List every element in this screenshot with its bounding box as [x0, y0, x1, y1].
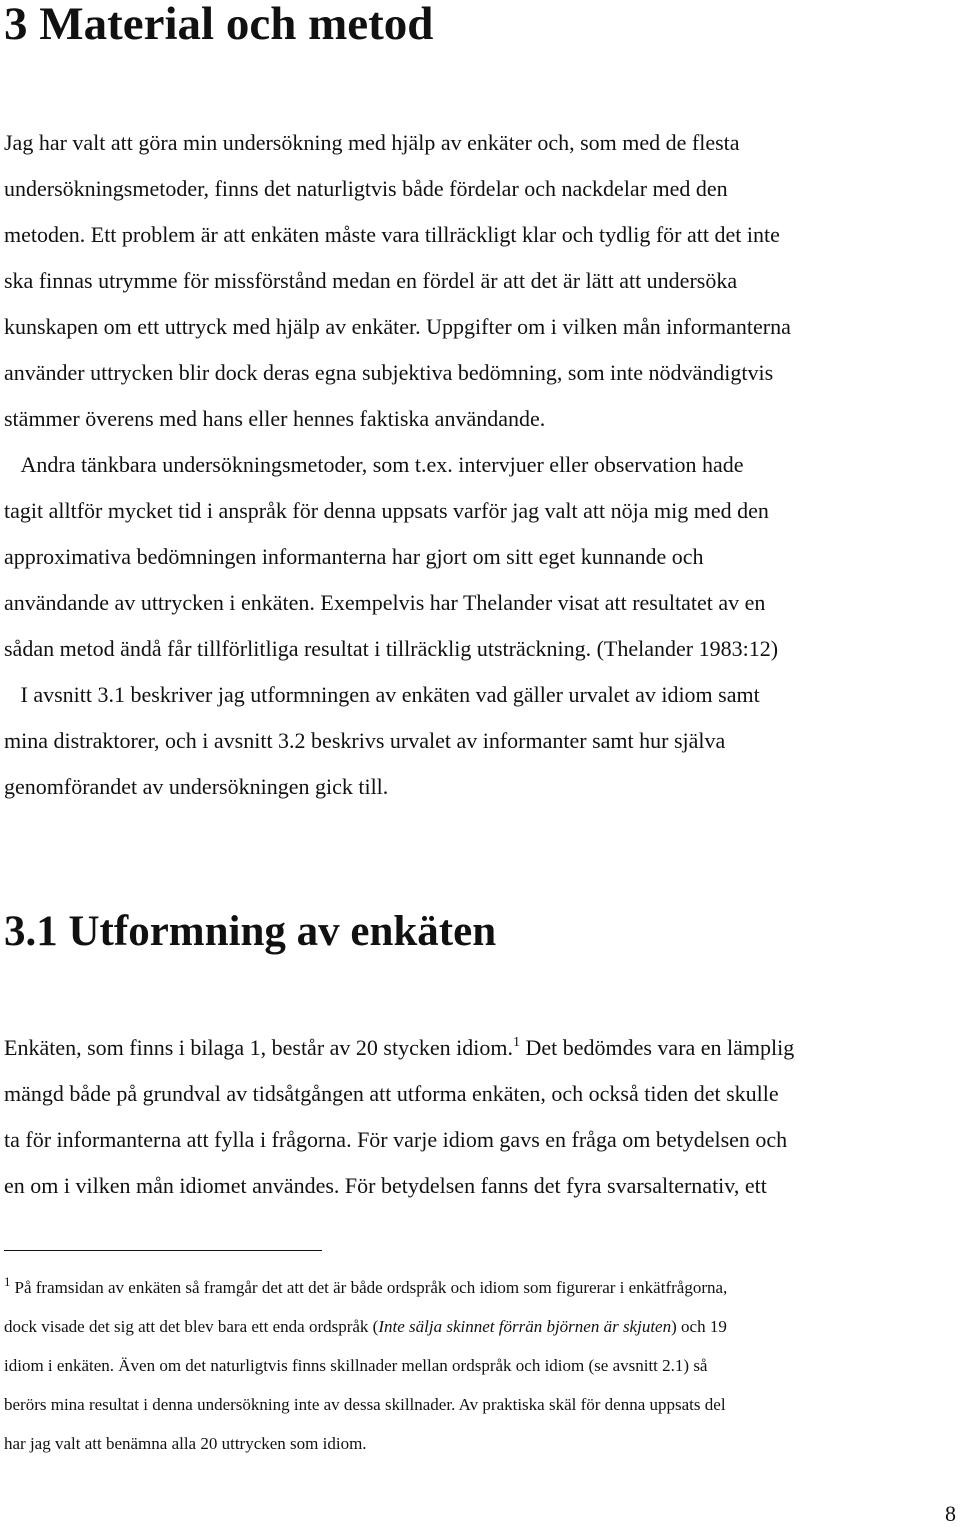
footnote-reference: 1 [512, 1035, 520, 1050]
page-number: 8 [945, 1501, 956, 1526]
text-line: undersökningsmetoder, finns det naturligtvis både fördelar och nackdelar med den [4, 176, 728, 201]
footnote-line: har jag valt att benämna alla 20 uttrycken som idiom. [4, 1434, 367, 1453]
text-segment: dock visade det sig att det blev bara ett enda ordspråk ( [4, 1317, 379, 1336]
text-line: kunskapen om ett uttryck med hjälp av enkäter. Uppgifter om i vilken mån informanterna [4, 314, 791, 339]
text-line: användande av uttrycken i enkäten. Exempelvis har Thelander visat att resultatet av en [4, 590, 766, 615]
text-line: ta för informanterna att fylla i frågorna. För varje idiom gavs en fråga om betydelsen och [4, 1127, 788, 1152]
text-line: mina distraktorer, och i avsnitt 3.2 beskrivs urvalet av informanter samt hur själva [4, 728, 726, 753]
text-line: metoden. Ett problem är att enkäten måste vara tillräckligt klar och tydlig för att det inte [4, 222, 780, 247]
section-body-text [4, 1020, 960, 1209]
italic-title: Inte sälja skinnet förrän björnen är skjuten [378, 1317, 672, 1336]
intro-body-text [4, 120, 960, 810]
text-line: en om i vilken mån idiomet användes. För betydelsen fanns det fyra svarsalternativ, ett [4, 1173, 767, 1198]
text-line: ska finnas utrymme för missförstånd medan en fördel är att det är lätt att undersöka [4, 268, 738, 293]
text-line: I avsnitt 3.1 beskriver jag utformningen av enkäten vad gäller urvalet av idiom samt [4, 682, 760, 707]
text-segment: På framsidan av enkäten så framgår det att det är både ordspråk och idiom som figurerar i enkätfrågorna, [14, 1278, 728, 1297]
text-line: använder uttrycken blir dock deras egna subjektiva bedömning, som inte nödvändigtvis [4, 360, 774, 385]
chapter-heading: 3 Material och metod [4, 0, 434, 50]
footnote-separator [4, 1250, 322, 1251]
text-segment: Enkäten, som finns i bilaga 1, består av 20 stycken idiom. [4, 1035, 513, 1060]
text-line: Jag har valt att göra min undersökning med hjälp av enkäter och, som med de flesta [4, 130, 740, 155]
text-segment: ) och 19 [671, 1317, 727, 1336]
footnote-marker: 1 [4, 1274, 11, 1289]
footnote-line: idiom i enkäten. Även om det naturligtvis finns skillnader mellan ordspråk och idiom (se avsnitt 2.1) så [4, 1356, 708, 1375]
text-line: stämmer överens med hans eller hennes faktiska användande. [4, 406, 546, 431]
text-line: tagit alltför mycket tid i anspråk för denna uppsats varför jag valt att nöja mig med den [4, 498, 769, 523]
footnote-line [4, 1307, 960, 1346]
section-heading: 3.1 Utformning av enkäten [4, 908, 497, 955]
text-line: approximativa bedömningen informanterna har gjort om sitt eget kunnande och [4, 544, 704, 569]
text-segment: Det bedömdes vara en lämplig [519, 1035, 795, 1060]
text-line [4, 1020, 960, 1071]
text-line: Andra tänkbara undersökningsmetoder, som t.ex. intervjuer eller observation hade [4, 452, 744, 477]
text-line: mängd både på grundval av tidsåtgången att utforma enkäten, och också tiden det skulle [4, 1081, 779, 1106]
footnote-line [4, 1262, 960, 1307]
footnote-line: berörs mina resultat i denna undersökning inte av dessa skillnader. Av praktiska skäl för denna uppsats del [4, 1395, 726, 1414]
footnote [4, 1262, 960, 1463]
text-line: genomförandet av undersökningen gick till. [4, 774, 389, 799]
text-line: sådan metod ändå får tillförlitliga resultat i tillräcklig utsträckning. (Thelander 1983:12) [4, 636, 779, 661]
